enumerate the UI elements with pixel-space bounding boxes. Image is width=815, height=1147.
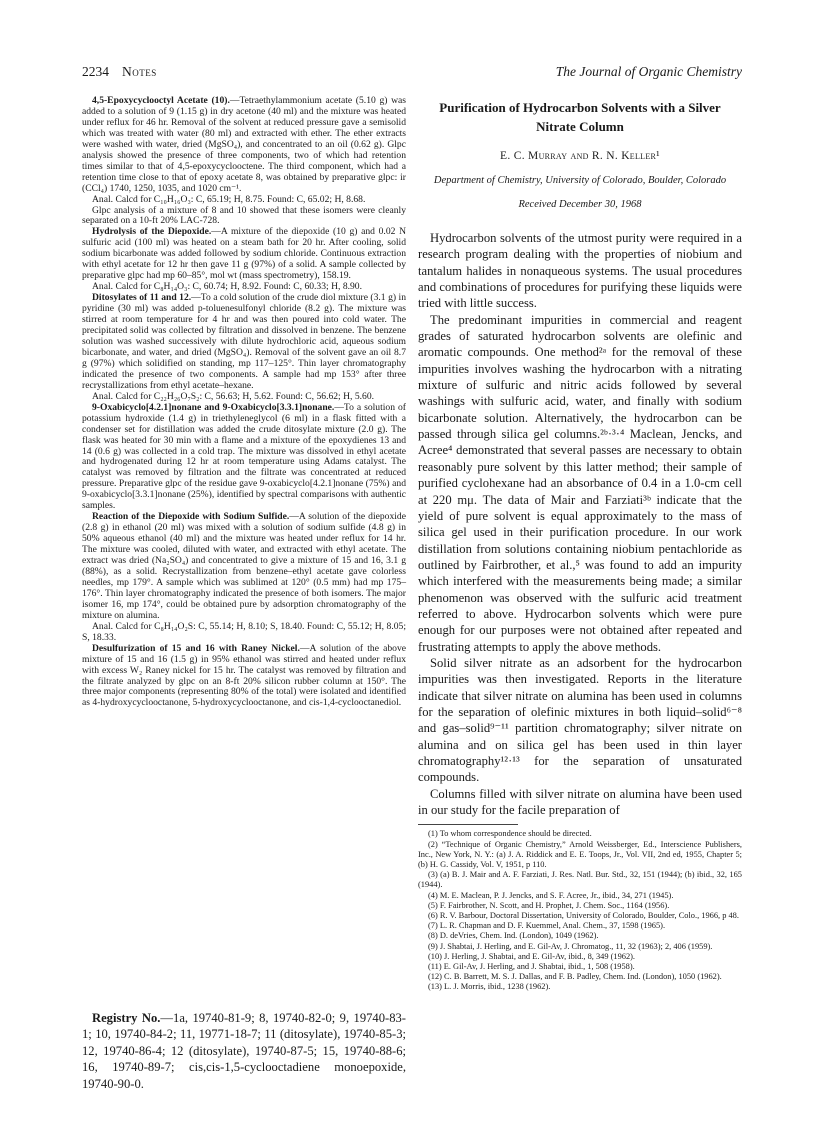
registry-text: —1a, 19740-81-9; 8, 19740-82-0; 9, 19740-83-1; 10, 19740-84-2; 11, 19771-18-7; 11 (ditosylate), 19740-85-3; 12, 19740-86-4; 12 (ditosylate), 19740-87-5; 15, 19740-88-6; 16, 19740-89-7; cis,cis-1,5-cyclooctadiene monoepoxide, 19740-90-0. xyxy=(82,1011,406,1091)
body-paragraph: Hydrocarbon solvents of the utmost purity were required in a research program dealing with the properties of niobium and tantalum halides in nonaqueous systems. The usual procedures and combinations of procedures for purifying these liquids were tried with little success. xyxy=(418,231,742,311)
registry-numbers xyxy=(82,1010,406,1092)
left-paragraph xyxy=(82,293,406,392)
run-in-heading: Reaction of the Diepoxide with Sodium Sulfide. xyxy=(92,511,290,523)
article-body xyxy=(418,230,742,818)
paragraph-text: —A solution of the diepoxide (2.8 g) in ethanol (20 ml) was mixed with a solution of sodium sulfide (4.8 g) in 50% aqueous ethanol (40 ml) and the mixture was heated under reflux for 14 hr. The mixture was cooled, diluted with water, and extracted with ethyl acetate. The extract was dried (Na₂SO₄) and concentrated to give a mixture of 15 and 16, 3.1 g (88%), as a solid. Recrystallization from benzene–ethyl acetate gave colorless needles, mp 179°. A sample which was sublimed at 120° (0.5 mm) had mp 175–176°. Thin layer chromatography indicated the presence of both isomers. The major isomer 16, mp 174°, could be obtained pure by adsorption chromatography of the mixture on alumina. xyxy=(82,511,406,621)
paragraph-text: —A mixture of the diepoxide (10 g) and 0.02 N sulfuric acid (100 ml) was heated on a steam bath for 20 hr. After cooling, solid sodium bicarbonate was added followed by sodium chloride. Continuous extraction with ethyl acetate for 12 hr then gave 11 g (97%) of a solid. A sample collected by preparative glpc had mp 60–85°, mol wt (mass spectrometry), 158.19. xyxy=(82,226,406,282)
footnotes xyxy=(418,829,742,992)
paragraph-text: Anal. Calcd for C₈H₁₄O₂S: C, 55.14; H, 8.10; S, 18.40. Found: C, 55.12; H, 8.05; S, 18.33. xyxy=(82,620,406,643)
article-title: Purification of Hydrocarbon Solvents with a Silver Nitrate Column xyxy=(439,100,721,134)
footnote: (8) D. deVries, Chem. Ind. (London), 1049 (1962). xyxy=(428,931,599,941)
paragraph-text: Anal. Calcd for C₁₀H₁₆O₃: C, 65.19; H, 8.75. Found: C, 65.02; H, 8.68. xyxy=(92,193,366,205)
run-in-heading: Hydrolysis of the Diepoxide. xyxy=(92,226,212,238)
footnote: (12) C. B. Barrett, M. S. J. Dallas, and F. B. Padley, Chem. Ind. (London), 1050 (1962). xyxy=(428,972,722,982)
left-paragraph xyxy=(82,403,406,513)
section-label: Notes xyxy=(122,64,157,79)
left-paragraph xyxy=(82,96,406,195)
left-column xyxy=(82,96,406,709)
paragraph-text: —Tetraethylammonium acetate (5.10 g) was added to a solution of 9 (1.15 g) in dry acetone (40 ml) and the mixture was heated under reflux for 46 hr. Removal of the solvent at reduced pressure gave a semisolid which was treated with water (80 ml) and extracted with ether. The ether extracts were washed with water, dried (MgSO₄), and concentrated to an oil (0.62 g). Glpc analysis showed the presence of three components, two of which had retention times similar to that of 4,5-epoxycyclooctene. The third component, which had a retention time close to that of epoxy acetate 8, was obtained by preparative glpc: ir (CCl₄) 1740, 1250, 1035, and 1020 cm⁻¹. xyxy=(82,95,406,194)
body-paragraph: Columns filled with silver nitrate on alumina have been used in our study for the facile preparation of xyxy=(418,786,742,818)
received-date: Received December 30, 1968 xyxy=(518,199,642,210)
run-in-heading: Desulfurization of 15 and 16 with Raney Nickel. xyxy=(92,642,300,654)
footnote: (3) (a) B. J. Mair and A. F. Farziati, J. Res. Natl. Bur. Std., 32, 151 (1944); (b) ibid., 32, 165 (1944). xyxy=(418,870,742,890)
footnote: (1) To whom correspondence should be directed. xyxy=(428,829,592,839)
footnote: (9) J. Shabtai, J. Herling, and E. Gil-Av, J. Chromatog., 11, 32 (1963); 2, 406 (1959). xyxy=(428,941,713,951)
article-authors: E. C. Murray and R. N. Keller¹ xyxy=(500,150,660,162)
paragraph-text: —To a solution of potassium hydroxide (1.4 g) in triethyleneglycol (6 ml) in a flask fitted with a condenser set for distillation was added the crude ditosylate mixture (2.0 g). The flask was heated for 30 min with a flame and a mixture of the epoxydienes 13 and 14 (0.6 g) was collected in a cold trap. The mixture was dissolved in ethyl acetate and hydrogenated during 12 hr at room temperature using Adams catalyst. The catalyst was removed by filtration and the filtrate was concentrated at reduced pressure. Preparative glpc of the residue gave 9-oxabicyclo[4.2.1]nonane (75%) and 9-oxabicyclo[3.3.1]nonane (25%), identified by spectral comparisons with authentic samples. xyxy=(82,401,406,512)
footnote: (10) J. Herling, J. Shabtai, and E. Gil-Av, ibid., 8, 349 (1962). xyxy=(428,951,636,961)
footnote: (5) F. Fairbrother, N. Scott, and H. Prophet, J. Chem. Soc., 1164 (1956). xyxy=(428,900,670,910)
footnote: (13) L. J. Morris, ibid., 1238 (1962). xyxy=(428,982,551,992)
registry-label: Registry No. xyxy=(92,1011,161,1025)
right-column xyxy=(418,96,742,993)
footnote: (7) L. R. Chapman and D. F. Kuemmel, Anal. Chem., 37, 1598 (1965). xyxy=(428,921,666,931)
paragraph-text: Anal. Calcd for C₈H₁₄O₃: C, 60.74; H, 8.92. Found: C, 60.33; H, 8.90. xyxy=(92,281,363,293)
run-in-heading: 4,5-Epoxycyclooctyl Acetate (10). xyxy=(92,95,230,106)
left-paragraph xyxy=(82,644,406,710)
footnote: (6) R. V. Barbour, Doctoral Dissertation, University of Colorado, Boulder, Colo., 1966, p 48. xyxy=(428,911,739,920)
footnote: (2) “Technique of Organic Chemistry,” Arnold Weissberger, Ed., Interscience Publishers, Inc., New York, N. Y.: (a) J. A. Riddick and E. E. Toops, Jr., Vol. VII, 2nd ed, 1955, Chapter 5; (b) H. G. Cassidy, Vol. V, 1951, p 110. xyxy=(418,839,742,869)
footnote: (4) M. E. Maclean, P. J. Jencks, and S. F. Acree, Jr., ibid., 34, 271 (1945). xyxy=(428,890,674,900)
run-in-heading: 9-Oxabicyclo[4.2.1]nonane and 9-Oxabicyclo[3.3.1]nonane. xyxy=(92,401,335,413)
page-header xyxy=(82,64,742,84)
body-paragraph: The predominant impurities in commercial and reagent grades of saturated hydrocarbon solvents are olefinic and aromatic compounds. One method²ᵃ for the removal of these impurities involves washing the hydrocarbon with a nitrating mixture of sulfuric and nitric acids followed by several washings with sulfuric acid, water, and finally with sodium bicarbonate solution. Alternatively, the hydrocarbon can be passed through silica gel columns.²ᵇ·³·⁴ Maclean, Jencks, and Acree⁴ demonstrated that several passes are necessary to obtain reasonably pure solvent by this latter method; their sample of purified cyclohexane had an absorbance of 0.4 in a 1.0-cm cell at 220 mμ. The data of Mair and Farziati³ᵇ indicate that the yield of pure solvent is equal approximately to the mass of silica gel used in their purification procedure. In our work distillation from solutions containing niobium pentachloride as outlined by Fairbrother, et al.,⁵ was found to add an impurity which interfered with the measurements being made; a similar phenomenon was observed with the sulfuric acid treatment referred to above. Hydrocarbon solvents which were pure enough for our purposes were not obtained after repeated and frustrating attempts to apply the above methods. xyxy=(418,312,742,654)
left-paragraph xyxy=(82,622,406,644)
footnote-divider xyxy=(418,824,518,825)
paragraph-text: —To a cold solution of the crude diol mixture (3.1 g) in pyridine (30 ml) was added p-toluenesulfonyl chloride (8.2 g). The mixture was stirred at room temperature for 4 hr and was then poured into cold water. The precipitated solid was collected by filtration and dissolved in benzene. The benzene solution was washed successively with dilute hydrochloric acid, aqueous sodium bicarbonate, and water, and dried (MgSO₄). Removal of the solvent gave an oil 8.7 g (97%) which solidified on standing, mp 117–125°. Thin layer chromatography indicated the presence of two components. A sample had mp 153° after three recrystallizations from ethyl acetate–hexane. xyxy=(82,292,406,391)
footnote: (11) E. Gil-Av, J. Herling, and J. Shabtai, ibid., 1, 508 (1958). xyxy=(428,962,635,972)
article-affiliation: Department of Chemistry, University of Colorado, Boulder, Colorado xyxy=(433,175,727,186)
page-number: 2234 xyxy=(82,64,109,79)
paragraph-text: —A solution of the above mixture of 15 and 16 (1.5 g) in 95% ethanol was stirred and heated under reflux with excess W₂ Raney nickel for 15 hr. The catalyst was removed by filtration and the filtrate analyzed by glpc on an 8-ft 20% silicon rubber column at 150°. The three major components (representing 80% of the total) were isolated and identified as 4-hydroxycyclooctanone, 5-hydroxycyclooctanone, and cis-1,4-cyclooctanediol. xyxy=(82,642,407,709)
registry-paragraph xyxy=(82,1010,406,1092)
journal-title: The Journal of Organic Chemistry xyxy=(555,64,742,79)
paragraph-text: Anal. Calcd for C₂₂H₂₆O₇S₂: C, 56.63; H, 5.62. Found: C, 56.62; H, 5.60. xyxy=(92,390,375,402)
left-paragraph xyxy=(82,227,406,282)
run-in-heading: Ditosylates of 11 and 12. xyxy=(92,292,192,304)
left-paragraph xyxy=(82,512,406,622)
paragraph-text: Glpc analysis of a mixture of 8 and 10 showed that these isomers were cleanly separated on a 10-ft 20% LAC-728. xyxy=(82,204,406,227)
left-paragraph xyxy=(82,206,406,228)
body-paragraph: Solid silver nitrate as an adsorbent for the hydrocarbon impurities was then investigated. Reports in the literature indicate that silver nitrate on alumina has been used in columns for the separation of olefinic mixtures in both liquid–solid⁶⁻⁸ and gas–solid⁹⁻¹¹ partition chromatography; silver nitrate on alumina and on silica gel has been used in thin layer chromatography¹²·¹³ for the separation of unsaturated compounds. xyxy=(418,655,742,785)
